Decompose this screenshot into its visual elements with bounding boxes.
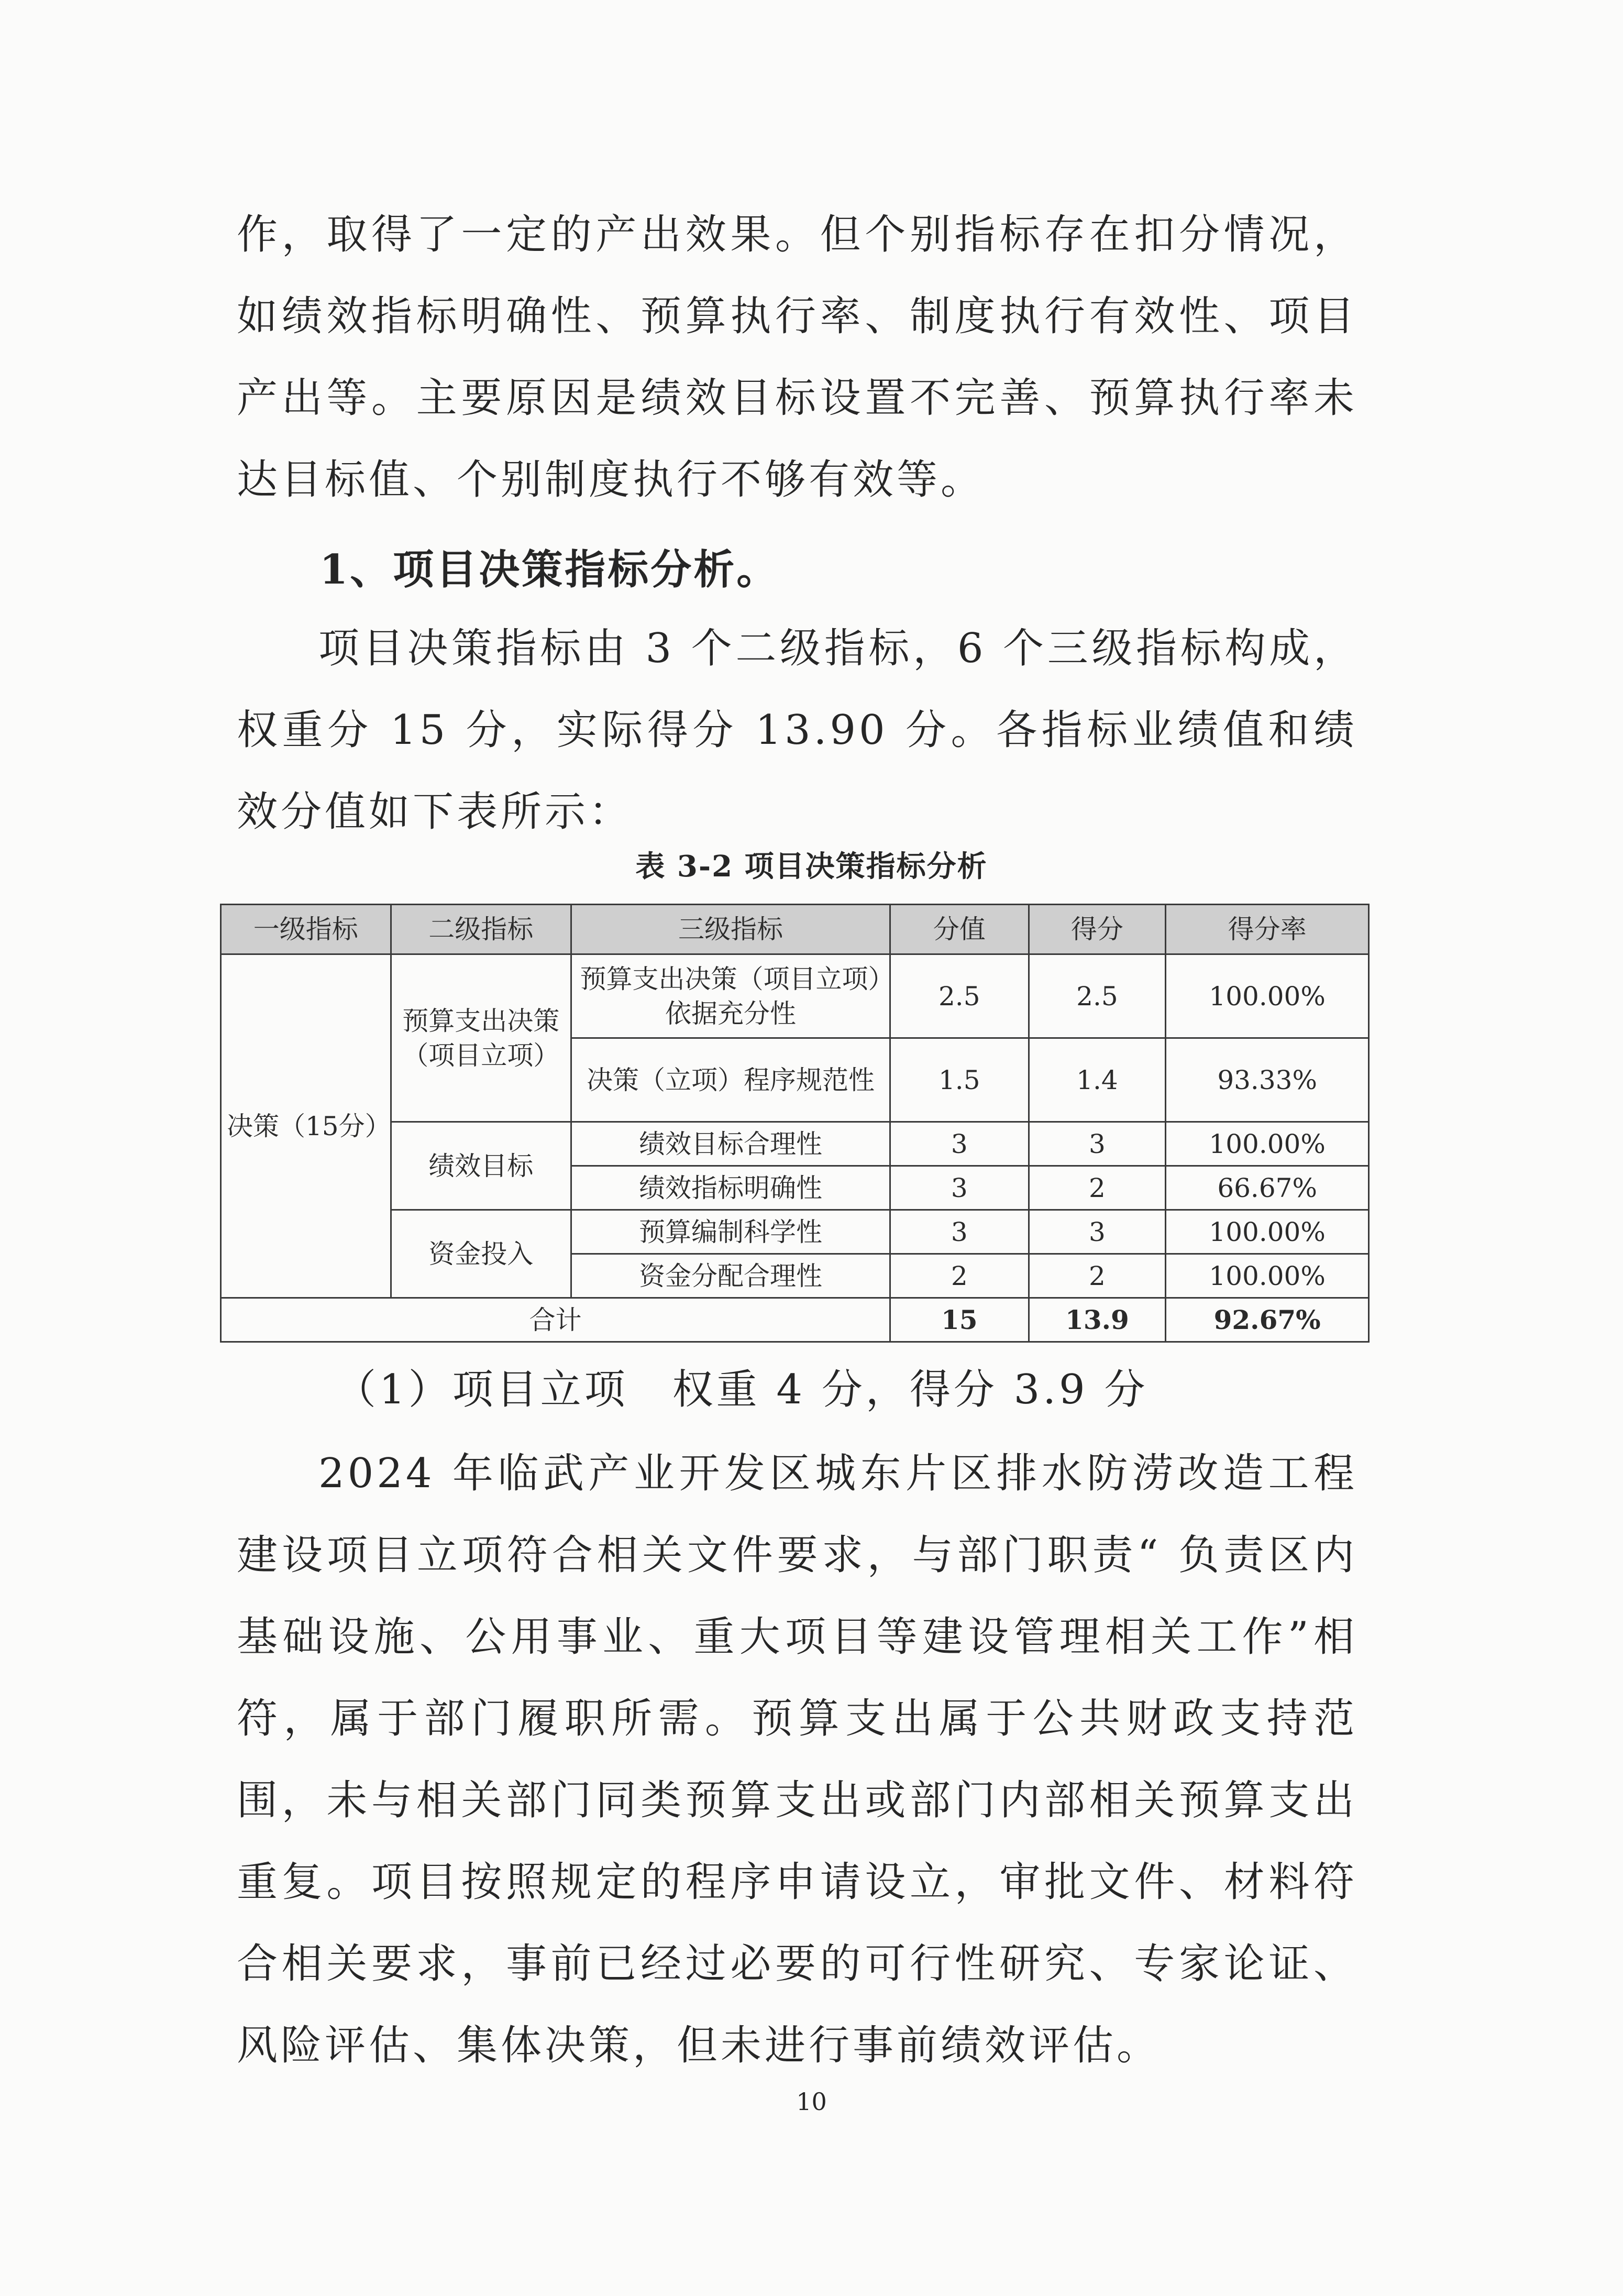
table-caption: 表 3-2 项目决策指标分析 <box>635 849 988 884</box>
header-cell: 分值 <box>890 905 1029 954</box>
page-number: 10 <box>796 2088 827 2116</box>
total-label: 合计 <box>221 1298 890 1342</box>
paragraph-1: 作，取得了一定的产出效果。但个别指标存在扣分情况，如绩效指标明确性、预算执行率、制度执行有效性、项目产出等。主要原因是绩效目标设置不完善、预算执行率未达目标值、个别制度执行不够有效等。 <box>237 211 1357 503</box>
level3-cell: 绩效指标明确性 <box>571 1166 890 1210</box>
level2-cell: 绩效目标 <box>391 1122 571 1210</box>
rate-cell: 100.00% <box>1166 1122 1369 1166</box>
score-cell: 1.5 <box>890 1038 1029 1122</box>
level3-cell: 预算编制科学性 <box>571 1210 890 1254</box>
score-cell: 2 <box>890 1254 1029 1298</box>
level1-cell: 决策（15分） <box>221 954 391 1298</box>
level3-cell: 绩效目标合理性 <box>571 1122 890 1166</box>
level2-cell: 资金投入 <box>391 1210 571 1298</box>
score-cell: 3 <box>890 1166 1029 1210</box>
paragraph-2: 项目决策指标由 3 个二级指标，6 个三级指标构成，权重分 15 分，实际得分 13.90 分。各指标业绩值和绩效分值如下表所示： <box>237 625 1357 836</box>
section-heading: 1、项目决策指标分析。 <box>319 546 780 594</box>
level2-cell: 预算支出决策（项目立项） <box>391 954 571 1122</box>
table-row <box>221 1210 1369 1254</box>
level3-cell: 决策（立项）程序规范性 <box>571 1038 890 1122</box>
got-cell: 2.5 <box>1029 954 1166 1038</box>
paragraph-3: 2024 年临武产业开发区城东片区排水防涝改造工程建设项目立项符合相关文件要求，与部门职责“ 负责区内基础设施、公用事业、重大项目等建设管理相关工作”相符，属于部门履职所需。预算支出属于公共财政支持范围，未与相关部门同类预算支出或部门内部相关预算支出重复。项目按照规定的程序申请设立，审批文件、材料符合相关要求，事前已经过必要的可行性研究、专家论证、风险评估、集体决策，但未进行事前绩效评估。 <box>237 1450 1357 2069</box>
sub-heading: （1）项目立项 权重 4 分，得分 3.9 分 <box>335 1366 1149 1413</box>
rate-cell: 100.00% <box>1166 1210 1369 1254</box>
got-cell: 1.4 <box>1029 1038 1166 1122</box>
rate-cell: 93.33% <box>1166 1038 1369 1122</box>
score-cell: 3 <box>890 1122 1029 1166</box>
got-cell: 2 <box>1029 1254 1166 1298</box>
table-row <box>221 954 1369 1038</box>
rate-cell: 100.00% <box>1166 1254 1369 1298</box>
level3-cell: 预算支出决策（项目立项）依据充分性 <box>571 954 890 1038</box>
header-cell: 得分 <box>1029 905 1166 954</box>
rate-cell: 100.00% <box>1166 954 1369 1038</box>
header-cell: 三级指标 <box>571 905 890 954</box>
total-got: 13.9 <box>1029 1298 1166 1342</box>
header-cell: 得分率 <box>1166 905 1369 954</box>
indicator-table <box>220 904 1370 1343</box>
table-header-row <box>221 905 1369 954</box>
total-rate: 92.67% <box>1166 1298 1369 1342</box>
score-cell: 3 <box>890 1210 1029 1254</box>
got-cell: 3 <box>1029 1210 1166 1254</box>
table-row <box>221 1122 1369 1166</box>
total-score: 15 <box>890 1298 1029 1342</box>
level3-cell: 资金分配合理性 <box>571 1254 890 1298</box>
header-cell: 二级指标 <box>391 905 571 954</box>
score-cell: 2.5 <box>890 954 1029 1038</box>
table-total-row <box>221 1298 1369 1342</box>
rate-cell: 66.67% <box>1166 1166 1369 1210</box>
got-cell: 2 <box>1029 1166 1166 1210</box>
got-cell: 3 <box>1029 1122 1166 1166</box>
header-cell: 一级指标 <box>221 905 391 954</box>
